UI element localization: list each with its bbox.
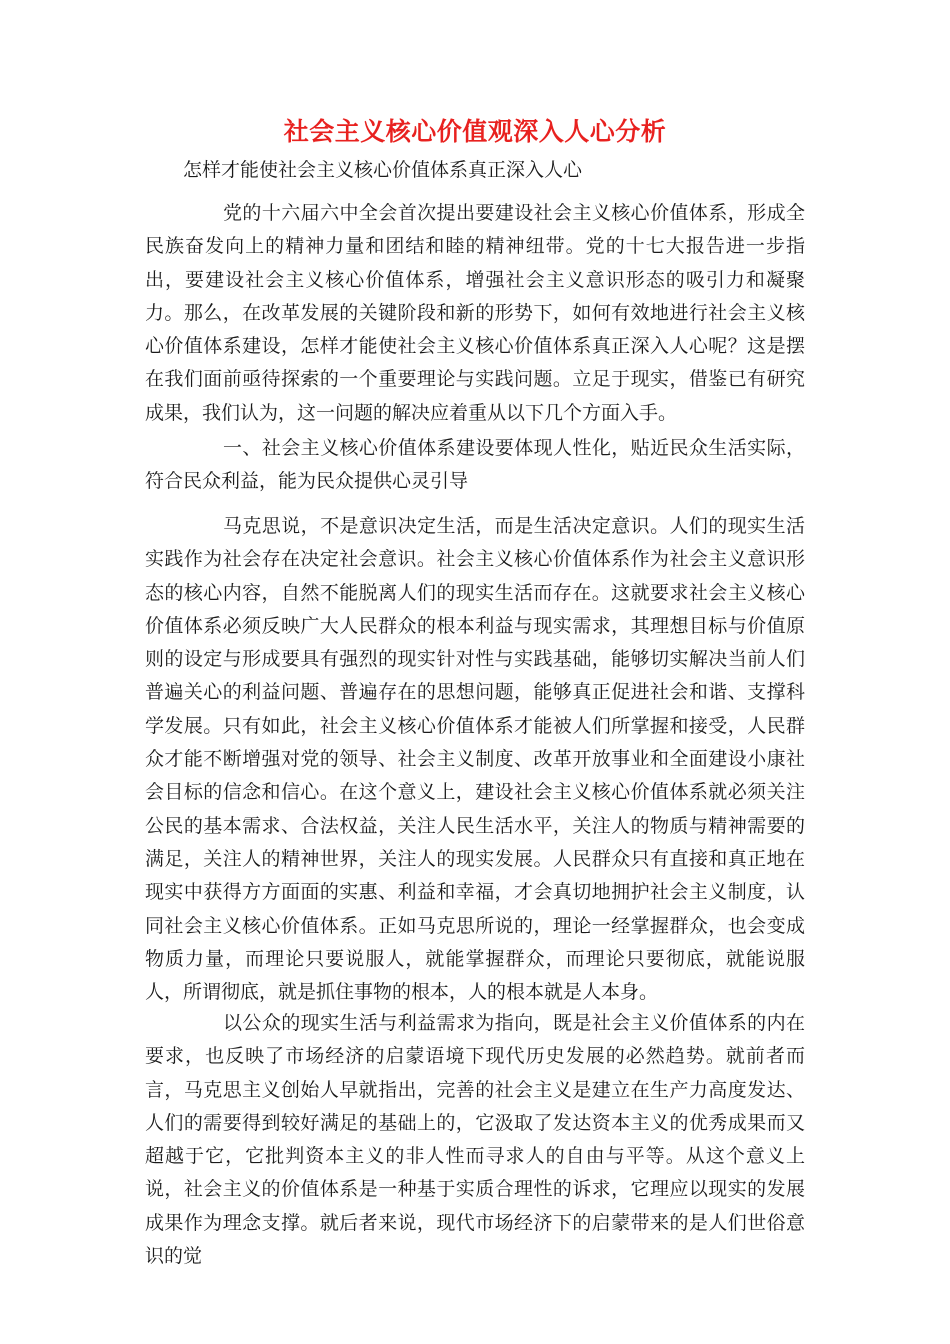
document-title: 社会主义核心价值观深入人心分析 xyxy=(283,117,667,146)
paragraph-public-needs: 以公众的现实生活与利益需求为指向，既是社会主义价值体系的内在要求，也反映了市场经济的启蒙语境下现代历史发展的必然趋势。就前者而言，马克思主义创始人早就指出，完善的社会主义是建立在生产力高度发达、人们的需要得到较好满足的基础上的，它汲取了发达资本主义的优秀成果而又超越于它，它批判资本主义的非人性而寻求人的自由与平等。从这个意义上说，社会主义的价值体系是一种基于实质合理性的诉求，它理应以现实的发展成果作为理念支撑。就后者来说，现代市场经济下的启蒙带来的是人们世俗意识的觉 xyxy=(145,1012,805,1268)
paragraph-intro: 党的十六届六中全会首次提出要建设社会主义核心价值体系，形成全民族奋发向上的精神力量和团结和睦的精神纽带。党的十七大报告进一步指出，要建设社会主义核心价值体系，增强社会主义意识形态的吸引力和凝聚力。那么，在改革发展的关键阶段和新的形势下，如何有效地进行社会主义核心价值体系建设，怎样才能使社会主义核心价值体系真正深入人心呢？这是摆在我们面前亟待探索的一个重要理论与实践问题。立足于现实，借鉴已有研究成果，我们认为，这一问题的解决应着重从以下几个方面入手。 xyxy=(145,202,805,424)
paragraph-marx: 马克思说，不是意识决定生活，而是生活决定意识。人们的现实生活实践作为社会存在决定社会意识。社会主义核心价值体系作为社会主义意识形态的核心内容，自然不能脱离人们的现实生活而存在。这就要求社会主义核心价值体系必须反映广大人民群众的根本利益与现实需求，其理想目标与价值原则的设定与形成要具有强烈的现实针对性与实践基础，能够切实解决当前人们普遍关心的利益问题、普遍存在的思想问题，能够真正促进社会和谐、支撑科学发展。只有如此，社会主义核心价值体系才能被人们所掌握和接受，人民群众才能不断增强对党的领导、社会主义制度、改革开放事业和全面建设小康社会目标的信念和信心。在这个意义上，建设社会主义核心价值体系就必须关注公民的基本需求、合法权益，关注人民生活水平，关注人的物质与精神需要的满足，关注人的精神世界，关注人的现实发展。人民群众只有直接和真正地在现实中获得方方面面的实惠、利益和幸福，才会真切地拥护社会主义制度，认同社会主义核心价值体系。正如马克思所说的，理论一经掌握群众，也会变成物质力量，而理论只要说服人，就能掌握群众，而理论只要彻底，就能说服人，所谓彻底，就是抓住事物的根本，人的根本就是人本身。 xyxy=(145,515,805,1004)
section-heading-1: 一、社会主义核心价值体系建设要体现人性化，贴近民众生活实际，符合民众利益，能为民众提供心灵引导 xyxy=(145,437,805,493)
document-subtitle: 怎样才能使社会主义核心价值体系真正深入人心 xyxy=(183,159,583,181)
